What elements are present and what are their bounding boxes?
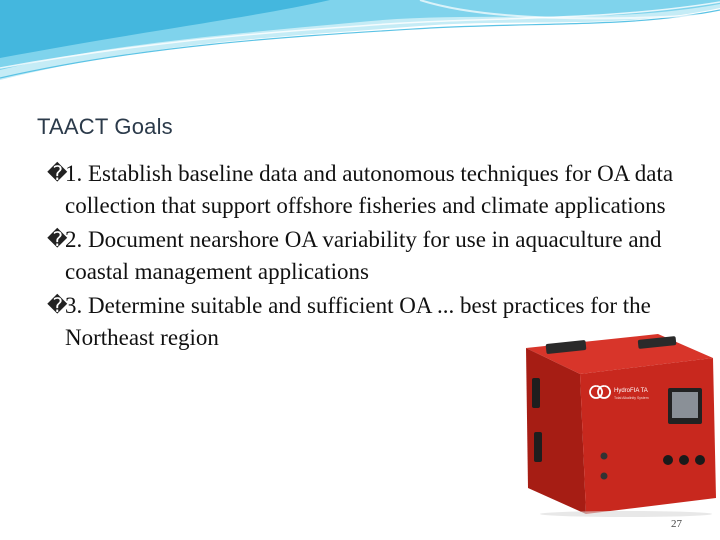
goals-list [47, 158, 707, 356]
header-wave-decoration [0, 0, 720, 90]
device-label: HydroFIA TA [614, 388, 648, 394]
slide-title: TAACT Goals [37, 114, 173, 139]
bullet-glyph-icon: � [47, 227, 68, 251]
page-number: 27 [671, 518, 682, 530]
device-sublabel: Total Alkalinity System [614, 396, 649, 400]
bullet-glyph-icon: � [47, 161, 68, 185]
goal-text: 1. Establish baseline data and autonomous techniques for OA data collection that support offshore fisheries and climate applications [65, 161, 674, 218]
goal-item-2 [47, 224, 707, 287]
goal-text: 3. Determine suitable and sufficient OA ... best practices for the Northeast region [65, 293, 651, 350]
goal-text: 2. Document nearshore OA variability for use in aquaculture and coastal management applications [65, 227, 662, 284]
instrument-photo [508, 328, 720, 518]
goal-item-1 [47, 158, 707, 221]
bullet-glyph-icon: � [47, 293, 68, 317]
